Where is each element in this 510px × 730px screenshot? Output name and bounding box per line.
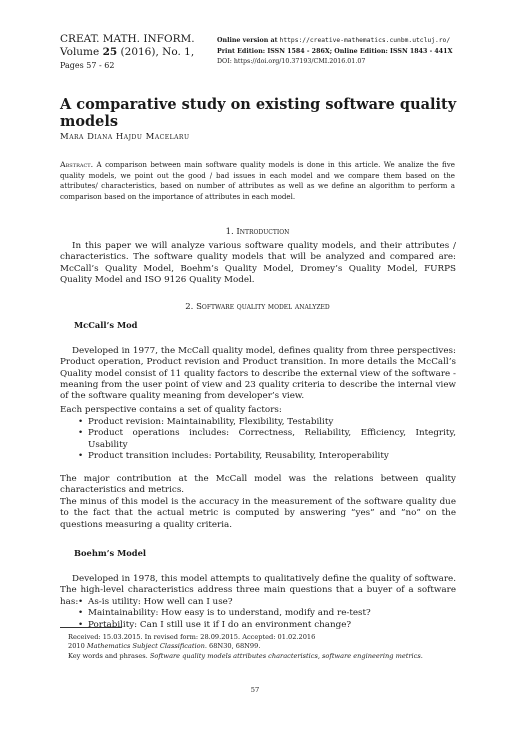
list-item: • As-is utility: How well can I use? xyxy=(78,597,233,607)
bullet-icon: • xyxy=(78,619,84,630)
page-number: 57 xyxy=(250,686,260,694)
footnote-divider xyxy=(60,627,122,628)
paper-title: A comparative study on existing software quality models xyxy=(60,96,457,130)
subheading-boehm: Boehm’s Model xyxy=(74,548,147,558)
journal-name: CREAT. MATH. INFORM. xyxy=(60,33,195,45)
bullet-icon: • xyxy=(78,608,84,619)
abstract-label: Abstract. xyxy=(60,160,94,169)
received-note: Received: 15.03.2015. In revised form: 28.09.2015. Accepted: 01.02.2016 xyxy=(68,633,316,641)
introduction-paragraph: In this paper we will analyze various software quality models, and their attributes / characteristics. The software quality models that will be analyzed and compared are: McCall’s Quality Model, Boehm’s Quality Model, Dromey’s Quality Model, FURPS Quality Model and ISO 9126 Quality Model. xyxy=(60,241,456,285)
keywords-note: Key words and phrases. Software quality models attributes characteristics, software engineering metrics. xyxy=(68,651,423,660)
volume-number: 25 xyxy=(102,46,118,58)
list-item: • Portability: Can I still use it if I do an environment change? xyxy=(78,619,352,630)
footnotes xyxy=(60,633,456,661)
boehm-bullet-list xyxy=(60,597,456,631)
boehm-paragraph: Developed in 1978, this model attempts to qualitatively define the quality of software. The high-level characteristics address three main questions that a buyer of a software has: xyxy=(60,574,456,607)
online-url-link[interactable]: https://creative-mathematics.cunbm.utcluj.ro/ xyxy=(279,37,451,44)
bullet-icon: • xyxy=(78,450,84,461)
list-item: • Product operations includes: Correctness, Reliability, Efficiency, Integrity, Usability xyxy=(78,428,456,450)
issn-line: Print Edition: ISSN 1584 - 286X; Online Edition: ISSN 1843 - 441X xyxy=(217,47,453,55)
journal-header xyxy=(60,33,195,72)
bullet-icon: • xyxy=(78,597,84,607)
msc-note: 2010 Mathematics Subject Classification. 68N30, 68N99. xyxy=(68,642,261,651)
list-item: • Product transition includes: Portability, Reusability, Interoperability xyxy=(78,450,389,461)
abstract-text: A comparison between main software quality models is done in this article. We analize the five quality models, we point out the good / bad issues in each model and we compare them based on the attributes/ characteristics, based on number of attributes as well as we define an algorithm to perform a comparison based on the importance of attributes in each model. xyxy=(60,160,455,201)
bullet-icon: • xyxy=(78,417,84,427)
doi-line[interactable]: DOI: https://doi.org/10.37193/CMI.2016.01.07 xyxy=(217,58,366,65)
mccall-lead-in: Each perspective contains a set of quality factors: xyxy=(60,405,282,415)
list-item: • Product revision: Maintainability, Flexibility, Testability xyxy=(78,417,334,427)
section-heading-introduction: 1. Introduction xyxy=(225,227,290,237)
mccall-bullet-list xyxy=(60,417,456,462)
bullet-icon: • xyxy=(78,428,84,439)
list-item: • Maintainability: How easy is to understand, modify and re-test? xyxy=(78,608,371,619)
section-heading-models: 2. Software quality model analyzed xyxy=(185,302,330,312)
mccall-minus: The minus of this model is the accuracy in the measurement of the software quality due to the fact that the actual metric is computed by answering ”yes” and ”no” on the questions measuring a quality criteria. xyxy=(60,497,456,530)
abstract xyxy=(60,160,455,202)
online-version-line: Online version at https://creative-mathematics.cunbm.utcluj.ro/ xyxy=(217,37,451,44)
page-range: Pages 57 - 62 xyxy=(60,61,115,70)
author-name: Mara Diana Hajdu Macelaru xyxy=(60,132,190,142)
volume-line: Volume 25 (2016), No. 1, xyxy=(60,46,195,58)
publication-info xyxy=(217,36,452,68)
mccall-paragraph: Developed in 1977, the McCall quality model, defines quality from three perspectives: Product operation, Product revision and Product transition. In more details the McCall’s Quality model consist of 11 quality factors to describe the external view of the software - meaning from the user point of view and 23 quality criteria to describe the internal view of the software quality meaning from developer’s view. xyxy=(60,346,456,402)
subheading-mccall: McCall’s Mod xyxy=(74,320,138,330)
mccall-contribution: The major contribution at the McCall model was the relations between quality characteristics and metrics. xyxy=(60,474,456,496)
